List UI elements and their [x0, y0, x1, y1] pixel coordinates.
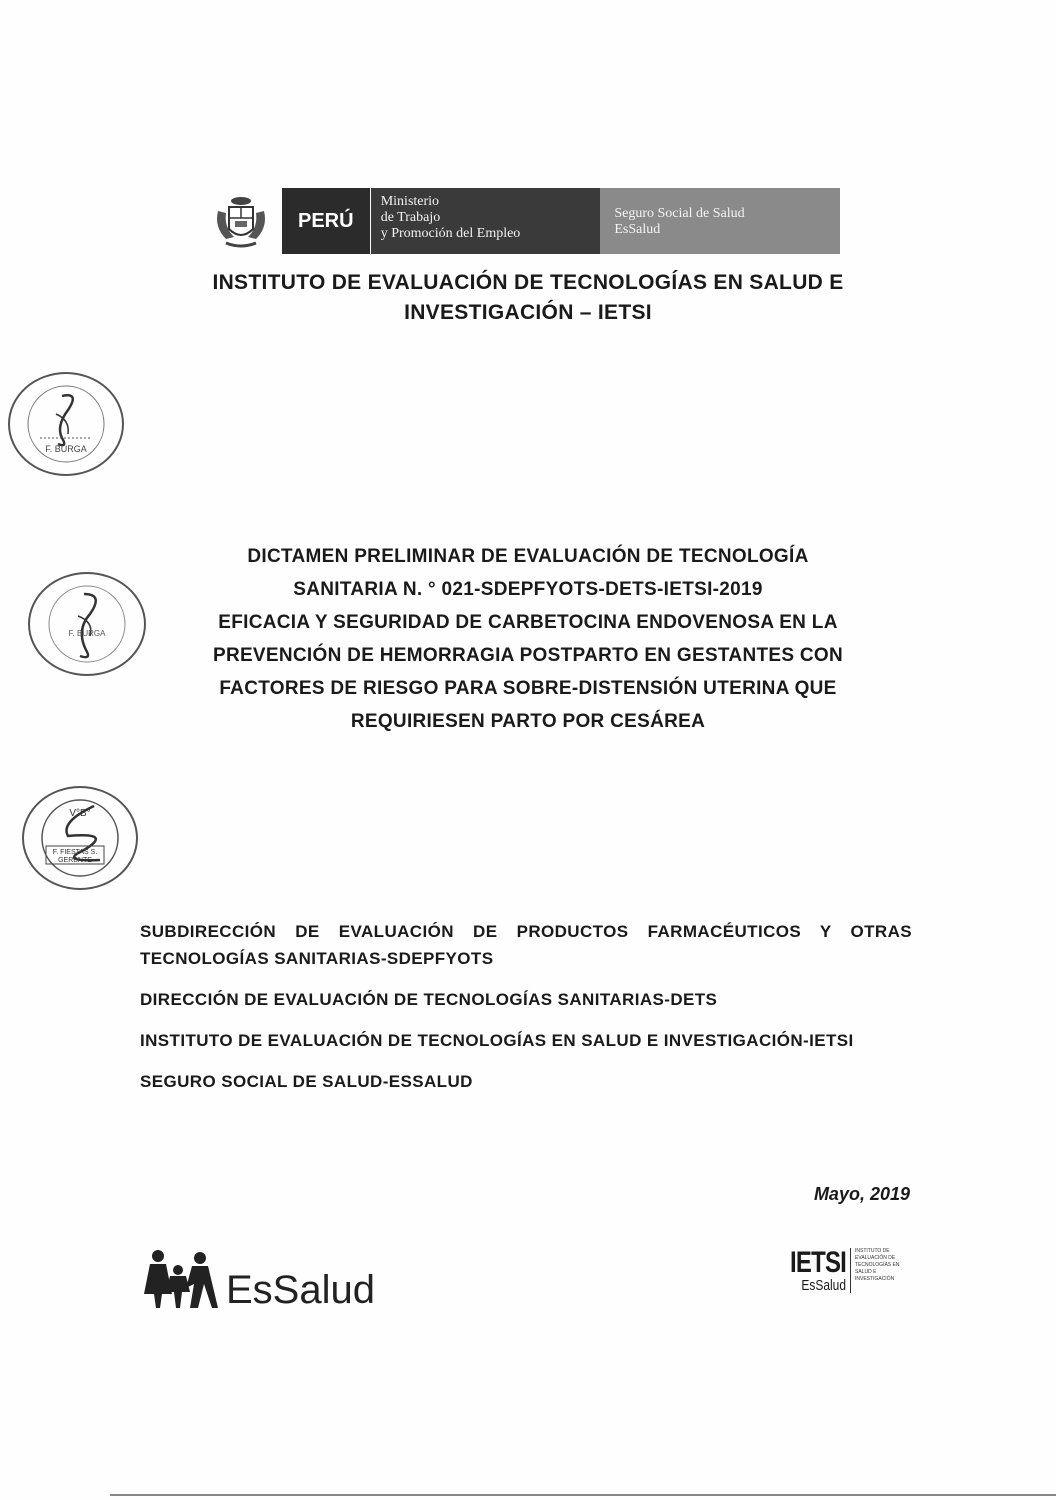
- institute-title-line: INVESTIGACIÓN – IETSI: [404, 301, 652, 324]
- peru-label: PERÚ: [282, 188, 371, 254]
- affiliation-item: SEGURO SOCIAL DE SALUD-ESSALUD: [140, 1072, 473, 1091]
- dictamen-title: [120, 540, 936, 738]
- dictamen-line: EFICACIA Y SEGURIDAD DE CARBETOCINA ENDOVENOSA EN LA: [218, 612, 838, 633]
- dictamen-line: SANITARIA N. ° 021-SDEPFYOTS-DETS-IETSI-2019: [293, 579, 763, 600]
- essalud-line: Seguro Social de Salud: [614, 206, 745, 221]
- family-icon: [140, 1248, 220, 1310]
- ietsi-desc-line: SALUD E: [855, 1269, 877, 1275]
- dictamen-line: REQUIRIESEN PARTO POR CESÁREA: [350, 711, 706, 732]
- essalud-logo: [140, 1240, 375, 1310]
- ietsi-desc-line: INSTITUTO DE: [855, 1248, 890, 1254]
- ietsi-desc-line: INVESTIGACIÓN: [855, 1276, 895, 1282]
- institute-title: [100, 268, 956, 328]
- ietsi-sub-wordmark: EsSalud: [801, 1277, 847, 1294]
- ietsi-description: [850, 1248, 905, 1293]
- header-banner: [200, 188, 840, 254]
- institute-title-line: INSTITUTO DE EVALUACIÓN DE TECNOLOGÍAS EN SALUD E: [212, 271, 844, 294]
- svg-text:F. BURGA: F. BURGA: [45, 444, 87, 454]
- dictamen-line: PREVENCIÓN DE HEMORRAGIA POSTPARTO EN GESTANTES CON: [212, 645, 844, 666]
- ietsi-logo: [776, 1248, 905, 1293]
- ministry-label: [371, 188, 601, 254]
- signature-stamp: [22, 786, 138, 890]
- stamp-signature-icon: [24, 788, 136, 888]
- ietsi-wordmark-group: [776, 1248, 846, 1293]
- ministry-line: Ministerio: [380, 194, 440, 209]
- ietsi-desc-line: TECNOLOGÍAS EN: [855, 1262, 900, 1268]
- svg-text:F. BURGA: F. BURGA: [68, 629, 106, 638]
- ministry-line: de Trabajo: [380, 210, 441, 225]
- document-date: Mayo, 2019: [813, 1184, 910, 1204]
- ministry-line: y Promoción del Empleo: [380, 226, 521, 241]
- essalud-label: [600, 188, 840, 254]
- essalud-line: EsSalud: [614, 222, 661, 237]
- dictamen-line: DICTAMEN PRELIMINAR DE EVALUACIÓN DE TECNOLOGÍA: [247, 546, 809, 567]
- essalud-wordmark: EsSalud: [226, 1268, 375, 1312]
- affiliation-item: DIRECCIÓN DE EVALUACIÓN DE TECNOLOGÍAS SANITARIAS-DETS: [140, 990, 718, 1009]
- ietsi-wordmark: IETSI: [790, 1246, 847, 1279]
- svg-text:F. FIESTAS S.: F. FIESTAS S.: [52, 849, 98, 856]
- page-bottom-rule: [110, 1494, 1056, 1496]
- peru-crest-icon: [200, 188, 282, 254]
- dictamen-line: FACTORES DE RIESGO PARA SOBRE-DISTENSIÓN UTERINA QUE: [219, 678, 837, 699]
- signature-stamp: [8, 372, 124, 476]
- svg-text:V°B°: V°B°: [69, 808, 91, 819]
- affiliations: [140, 918, 912, 1109]
- affiliation-item: SUBDIRECCIÓN DE EVALUACIÓN DE PRODUCTOS FARMACÉUTICOS Y OTRAS TECNOLOGÍAS SANITARIAS-SDEPFYOTS: [140, 922, 912, 968]
- svg-text:GERENTE: GERENTE: [58, 857, 92, 864]
- ietsi-desc-line: EVALUACIÓN DE: [855, 1255, 896, 1261]
- stamp-signature-icon: [10, 374, 122, 474]
- affiliation-item: INSTITUTO DE EVALUACIÓN DE TECNOLOGÍAS EN SALUD E INVESTIGACIÓN-IETSI: [140, 1031, 854, 1050]
